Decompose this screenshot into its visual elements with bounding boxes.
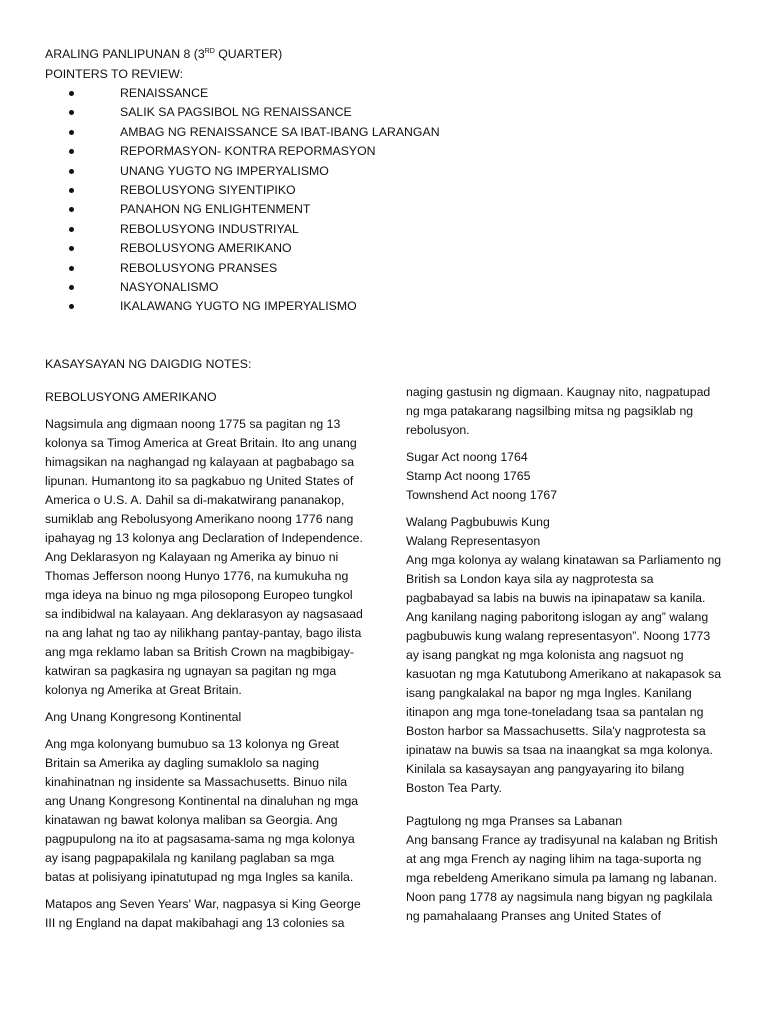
pointers-subtitle: POINTERS TO REVIEW: — [45, 66, 184, 81]
act-item: Townshend Act noong 1767 — [406, 488, 558, 502]
subheading: Ang Unang Kongresong Kontinental — [45, 710, 242, 724]
document-header — [45, 45, 725, 317]
act-item: Sugar Act noong 1764 — [406, 450, 528, 464]
list-item: RENAISSANCE — [45, 84, 725, 103]
subheading: Walang Pagbubuwis Kung Walang Representasyon — [406, 515, 550, 548]
left-column — [45, 355, 365, 941]
list-item: UNANG YUGTO NG IMPERYALISMO — [45, 162, 725, 181]
list-item: REBOLUSYONG AMERIKANO — [45, 239, 725, 258]
list-item: AMBAG NG RENAISSANCE SA IBAT-IBANG LARANGAN — [45, 123, 725, 142]
paragraph: Nagsimula ang digmaan noong 1775 sa pagitan ng 13 kolonya sa Timog America at Great Britain. Ito ang unang himagsikan na naghangad ng kalayaan at pagbabago sa lipunan. Humantong ito sa pagkabuo ng United States of America o U.S. A. Dahil sa di-makatwirang pananakop, sumiklab ang Rebolusyong Amerikano noong 1776 nang ipahayag ng 13 kolonya ang Declaration of Independence. Ang Deklarasyon ng Kalayaan ng Amerika ay binuo ni Thomas Jefferson noong Hunyo 1776, na kumukuha ng mga ideya na binuo ng mga pilosopong Europeo tungkol sa indibidwal na kalayaan. Ang deklarasyon ay nagsasaad na ang lahat ng tao ay nilikhang pantay-pantay, bago ilista ang mga reklamo laban sa British Crown na magbibigay-katwiran sa pagkasira ng ugnayan sa pagitan ng mga kolonya ng Amerika at Great Britain. — [45, 417, 363, 697]
subheading: Pagtulong ng mga Pranses sa Labanan — [406, 814, 623, 828]
right-column — [406, 383, 724, 934]
act-item: Stamp Act noong 1765 — [406, 469, 531, 483]
paragraph: Ang mga kolonya ay walang kinatawan sa Parliamento ng British sa London kaya sila ay nagprotesta sa pagbabayad sa labis na buwis na ipinapataw sa kanila. Ang kanilang naging paboritong islogan ay ang” walang pagbubuwis kung walang representasyon”. Noong 1773 ay isang pangkat ng mga kolonista ang nagsuot ng kasuotan ng mga Katutubong Amerikano at nakapasok sa isang pangkalakal na bapor ng mga Ingles. Kanilang itinapon ang mga tone-toneladang tsaa sa pantalan ng Boston harbor sa Massachusetts. Sila'y nagprotesta sa ipinataw na buwis sa tsaa na inaangkat sa mga kolonya. Kinilala sa kasaysayan ang pangyayaring ito bilang Boston Tea Party. — [406, 553, 722, 795]
page-title: ARALING PANLIPUNAN 8 (3RD QUARTER) — [45, 47, 283, 61]
list-item: SALIK SA PAGSIBOL NG RENAISSANCE — [45, 103, 725, 122]
list-item: REBOLUSYONG PRANSES — [45, 259, 725, 278]
list-item: IKALAWANG YUGTO NG IMPERYALISMO — [45, 297, 725, 316]
list-item: NASYONALISMO — [45, 278, 725, 297]
list-item: REBOLUSYONG SIYENTIPIKO — [45, 181, 725, 200]
notes-heading: KASAYSAYAN NG DAIGDIG NOTES: — [45, 357, 252, 371]
list-item: REBOLUSYONG INDUSTRIYAL — [45, 220, 725, 239]
pointers-list — [45, 84, 725, 317]
emphasis: walang pagbubuwis kung walang representasyon”. — [406, 610, 709, 643]
paragraph: naging gastusin ng digmaan. Kaugnay nito, nagpatupad ng mga patakarang nagsilbing mitsa ng pagsiklab ng rebolusyon. — [406, 385, 711, 437]
paragraph: Ang mga kolonyang bumubuo sa 13 kolonya ng Great Britain sa Amerika ay dagling sumaklolo sa naging kinahinatnan ng insidente sa Massachusetts. Binuo nila ang Unang Kongresong Kontinental na dinaluhan ng mga kinatawan ng bawat kolonya maliban sa Georgia. Ang pagpupulong na ito at pagsasama-sama ng mga kolonya ay isang pagpapakilala ng kanilang paglaban sa mga batas at polisiyang ipinatutupad ng mga Ingles sa kanila. — [45, 737, 359, 884]
emphasis: Boston Tea Party — [406, 781, 499, 795]
title-superscript: RD — [204, 48, 215, 55]
emphasis: Kanilang itinapon ang mga tone-toneladang tsaa sa pantalan ng Boston harbor sa Massachusetts. — [406, 686, 704, 738]
section-heading: REBOLUSYONG AMERIKANO — [45, 390, 217, 404]
paragraph: Ang bansang France ay tradisyunal na kalaban ng British at ang mga French ay naging lihim na taga-suporta ng mga rebeldeng Amerikano simula pa lamang ng labanan. Noon pang 1778 ay nagsimula nang bigyan ng pagkilala ng pamahalaang Pranses ang United States of — [406, 833, 718, 923]
paragraph: Matapos ang Seven Years' War, nagpasya si King George III ng England na dapat makibahagi ang 13 colonies sa — [45, 897, 361, 930]
list-item: REPORMASYON- KONTRA REPORMASYON — [45, 142, 725, 161]
emphasis: Deklarasyon ng Kalayaan — [70, 550, 211, 564]
acts-list — [406, 448, 724, 505]
list-item: PANAHON NG ENLIGHTENMENT — [45, 200, 725, 219]
